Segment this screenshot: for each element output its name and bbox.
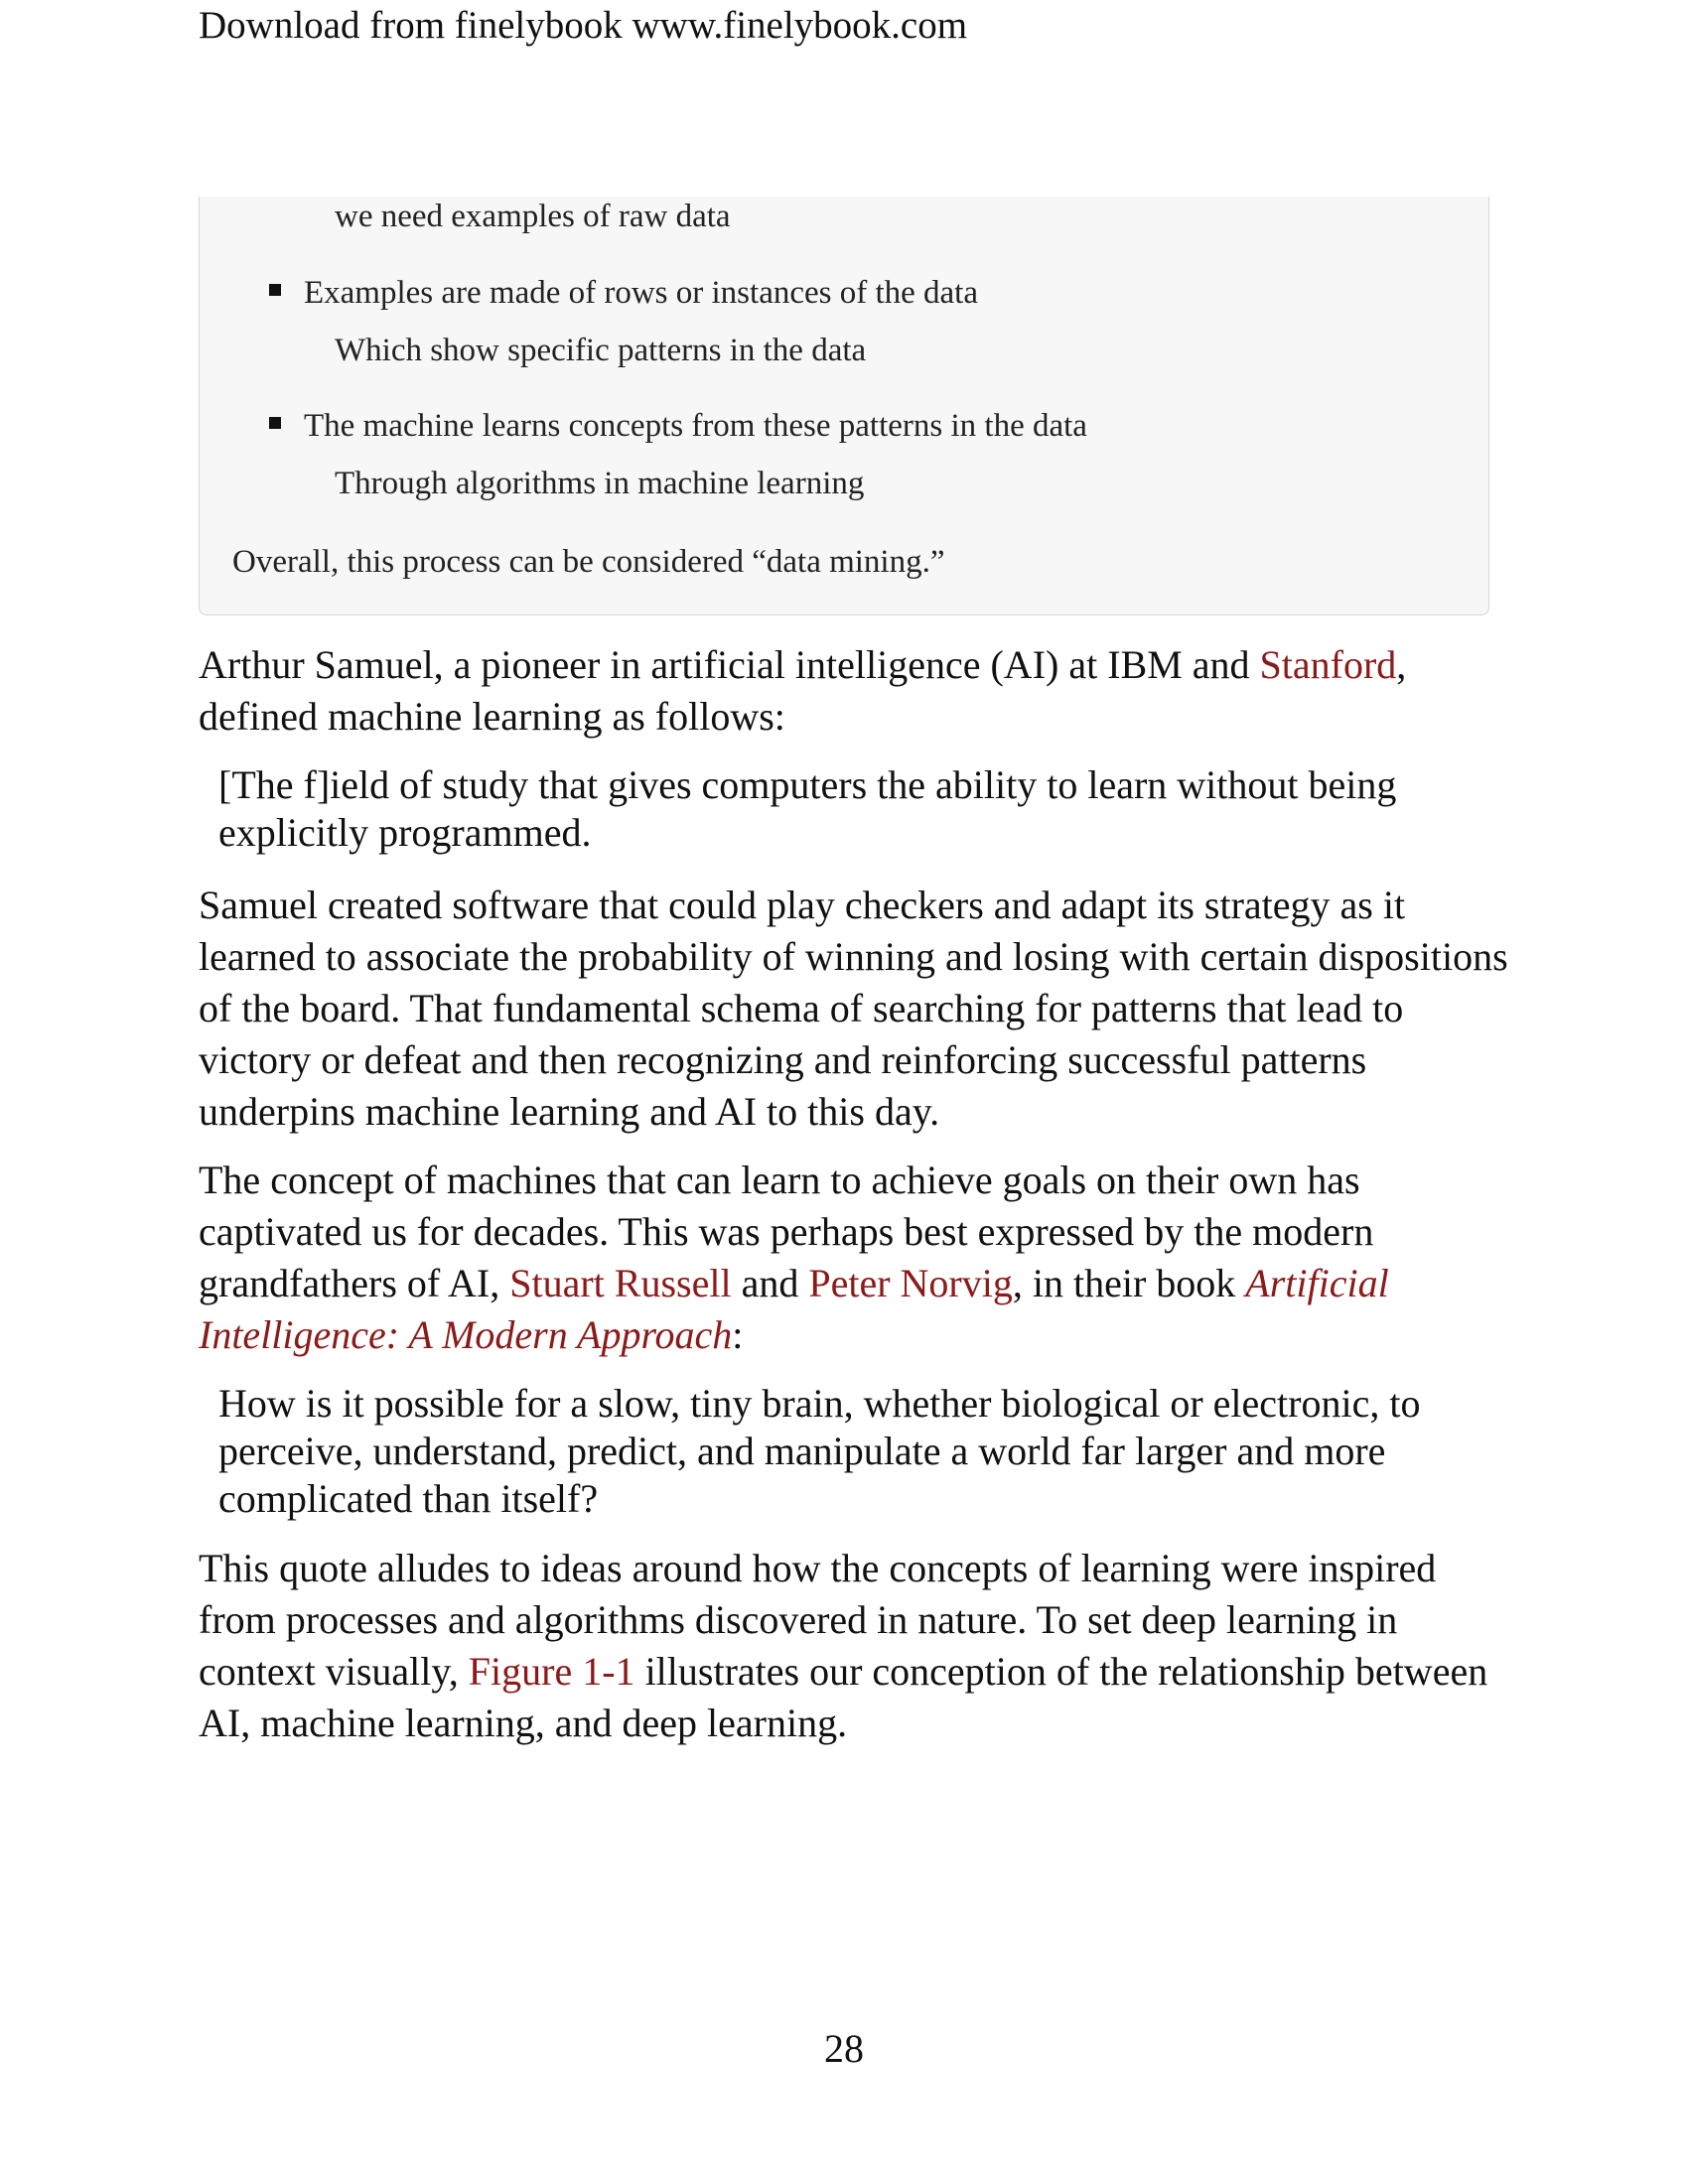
peter-norvig-link[interactable]: Peter Norvig (808, 1261, 1013, 1305)
paragraph-text: and (731, 1261, 809, 1305)
sidebar-item-text: The machine learns concepts from these patterns in the data (304, 408, 1087, 444)
sidebar-continued-line: we need examples of raw data (335, 199, 731, 234)
page-number: 28 (824, 2026, 864, 2071)
paragraph-text: illustrates our conception of the relationship between AI, machine learning, and deep learning. (199, 1649, 1488, 1745)
paragraph-russell-norvig (199, 1155, 1509, 1361)
paragraph-text: , in their book (1012, 1261, 1246, 1305)
paragraph-text: : (732, 1312, 744, 1357)
paragraph-text: This quote alludes to ideas around how the concepts of learning were inspired from processes and algorithms discovered in nature. To set deep learning in context visually, (199, 1546, 1437, 1694)
stanford-link[interactable]: Stanford (1259, 642, 1397, 687)
paragraph-text: Arthur Samuel, a pioneer in artificial intelligence (AI) at IBM and (199, 642, 1260, 687)
paragraph-checkers: Samuel created software that could play checkers and adapt its strategy as it learned to associate the probability of winning and losing with certain dispositions of the board. That fundamental schema of searching for patterns that lead to victory or defeat and then recognizing and reinforcing successful patterns underpins machine learning and AI to this day. (199, 883, 1508, 1134)
square-bullet-icon (269, 284, 281, 296)
sidebar-item-subtext: Through algorithms in machine learning (335, 466, 865, 501)
paragraph-samuel-intro (199, 639, 1509, 743)
book-title-link[interactable]: Artificial Intelligence: A Modern Approach (199, 1261, 1389, 1357)
quote-slow-tiny-brain: How is it possible for a slow, tiny brain, whether biological or electronic, to perceive, understand, predict, and manipulate a world far larger and more complicated than itself? (218, 1381, 1421, 1521)
sidebar-conclusion: Overall, this process can be considered “data mining.” (232, 544, 945, 580)
paragraph-text: , defined machine learning as follows: (199, 642, 1407, 739)
figure-1-1-link[interactable]: Figure 1-1 (468, 1649, 635, 1694)
sidebar-box (199, 197, 1489, 615)
sidebar-item-subtext: Which show specific patterns in the data (335, 333, 867, 368)
square-bullet-icon (269, 417, 281, 429)
download-header: Download from finelybook www.finelybook.com (199, 4, 968, 47)
paragraph-figure-reference (199, 1543, 1509, 1749)
stuart-russell-link[interactable]: Stuart Russell (509, 1261, 732, 1305)
quote-samuel-definition: [The f]ield of study that gives computers the ability to learn without being explicitly programmed. (218, 762, 1397, 855)
paragraph-text: The concept of machines that can learn to achieve goals on their own has captivated us for decades. This was perhaps best expressed by the modern grandfathers of AI, (199, 1158, 1374, 1305)
sidebar-item-text: Examples are made of rows or instances of the data (304, 275, 978, 311)
